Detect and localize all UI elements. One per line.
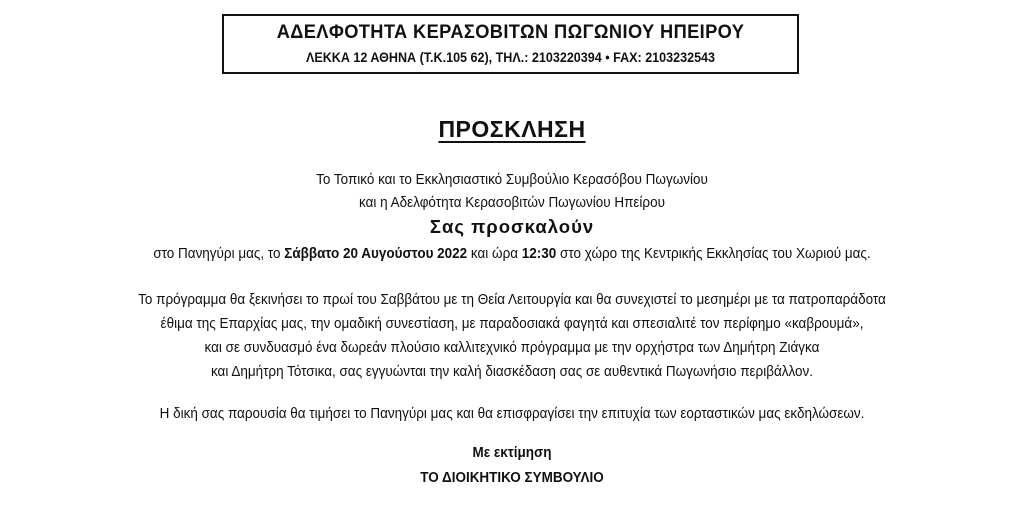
- intro-line-1: Το Τοπικό και το Εκκλησιαστικό Συμβούλιο Κερασόβου Πωγωνίου: [316, 172, 708, 188]
- association-name: ΑΔΕΛΦΟΤΗΤΑ ΚΕΡΑΣΟΒΙΤΩΝ ΠΩΓΩΝΙΟΥ ΗΠΕΙΡΟΥ: [276, 22, 745, 43]
- invitation-title: ΠΡΟΣΚΛΗΣΗ: [438, 116, 586, 142]
- program-line: Το πρόγραμμα θα ξεκινήσει το πρωί του Σαββάτου με τη Θεία Λειτουργία και θα συνεχιστεί το μεσημέρι με τα πατροπαράδοτα: [138, 292, 886, 308]
- intro-line-2: και η Αδελφότητα Κερασοβιτών Πωγωνίου Ηπείρου: [359, 195, 665, 211]
- program-line: έθιμα της Επαρχίας μας, την ομαδική συνεστίαση, με παραδοσιακά φαγητά και σπεσιαλιτέ τον περίφημο «καβρουμά»,: [160, 316, 864, 332]
- closing-line: Η δική σας παρουσία θα τιμήσει το Πανηγύρι μας και θα επισφραγίσει την επιτυχία των εορταστικών μας εκδηλώσεων.: [159, 406, 865, 422]
- invite-phrase: Σας προσκαλούν: [429, 216, 595, 237]
- program-line: και Δημήτρη Τότσικα, σας εγγυώνται την καλή διασκέδαση σας σε αυθεντικά Πωγωνήσιο περιβάλλον.: [210, 364, 814, 380]
- event-time: 12:30: [521, 246, 557, 262]
- event-suffix: στο χώρο της Κεντρικής Εκκλησίας του Χωριού μας.: [556, 246, 871, 262]
- event-middle: και ώρα: [467, 246, 522, 262]
- event-line: [36, 246, 988, 262]
- header-box: [222, 14, 799, 74]
- program-line: και σε συνδυασμό ένα δωρεάν πλούσιο καλλιτεχνικό πρόγραμμα με την ορχήστρα των Δημήτρη Ζιάγκα: [204, 340, 820, 356]
- event-date: Σάββατο 20 Αυγούστου 2022: [284, 246, 468, 262]
- signature: ΤΟ ΔΙΟΙΚΗΤΙΚΟ ΣΥΜΒΟΥΛΙΟ: [420, 470, 604, 486]
- regards: Με εκτίμηση: [472, 445, 552, 461]
- event-prefix: στο Πανηγύρι μας, το: [153, 246, 285, 262]
- association-address: ΛΕΚΚΑ 12 ΑΘΗΝΑ (Τ.Κ.105 62), ΤΗΛ.: 2103220394 • FAX: 2103232543: [305, 50, 716, 65]
